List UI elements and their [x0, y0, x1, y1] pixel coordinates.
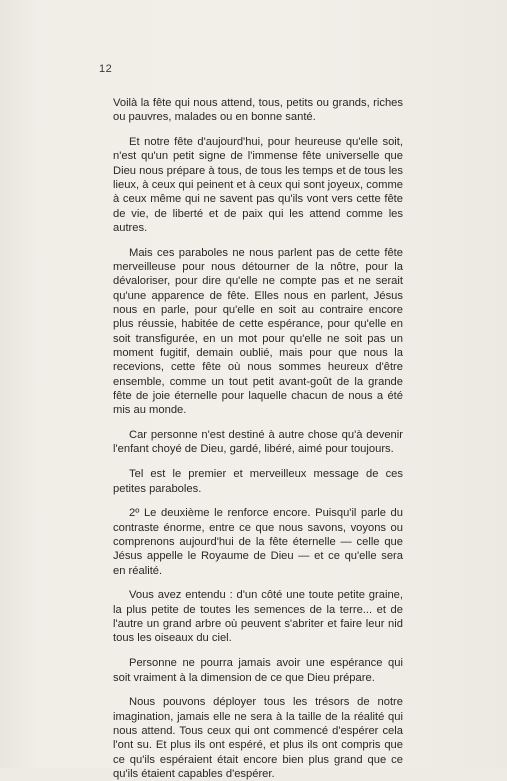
paragraph-8: Personne ne pourra jamais avoir une espérance qui soit vraiment à la dimension de ce que Dieu prépare. [113, 657, 403, 684]
paragraph-1: Voilà la fête qui nous attend, tous, petits ou grands, riches ou pauvres, malades ou en bonne santé. [113, 97, 403, 124]
paragraph-5: Tel est le premier et merveilleux message de ces petites paraboles. [113, 468, 403, 495]
paragraph-9: Nous pouvons déployer tous les trésors de notre imagination, jamais elle ne sera à la taille de la réalité qui nous attend. Tous ceux qui ont commencé d'espérer cela l'ont su. Et plus ils ont espéré, et plus ils ont compris que ce qu'ils espéraient était encore bien plus grand que ce qu'ils étaient capables d'espérer. [113, 696, 403, 780]
paragraph-7: Vous avez entendu : d'un côté une toute petite graine, la plus petite de toutes les semences de la terre... et de l'autre un grand arbre où peuvent s'abriter et faire leur nid tous les oiseaux du ciel. [113, 589, 403, 645]
paragraph-2: Et notre fête d'aujourd'hui, pour heureuse qu'elle soit, n'est qu'un petit signe de l'immense fête universelle que Dieu nous prépare à tous, de tous les temps et de tous les lieux, à ceux qui peinent et à ceux qui sont joyeux, comme à ceux même qui ne savent pas qu'ils vont vers cette fête de vie, de liberté et de paix qui les attend comme les autres. [113, 136, 403, 234]
body-text [113, 96, 403, 781]
paragraph-6: 2º Le deuxième le renforce encore. Puisqu'il parle du contraste énorme, entre ce que nous savons, voyons ou comprenons aujourd'hui de la fête éternelle — celle que Jésus appelle le Royaume de Dieu — et ce qu'elle sera en réalité. [113, 507, 403, 577]
paragraph-3: Mais ces paraboles ne nous parlent pas de cette fête merveilleuse pour nous détourner de la nôtre, pour la dévaloriser, pour dire qu'elle ne compte pas et ne serait qu'une apparence de fête. Elles nous en parlent, Jésus nous en parle, pour qu'elle en soit au contraire encore plus réussie, habitée de cette espérance, pour qu'elle en soit transfigurée, en un mot pour qu'elle ne soit pas un moment fugitif, demain oublié, mais pour que nous la recevions, cette fête où nous sommes heureux d'être ensemble, comme un tout petit avant-goût de la grande fête de joie éternelle pour laquelle chacun de nous a été mis au monde. [113, 246, 403, 417]
page-number: 12 [99, 63, 113, 75]
paragraph-4: Car personne n'est destiné à autre chose qu'à devenir l'enfant choyé de Dieu, gardé, libéré, aimé pour toujours. [113, 429, 403, 456]
